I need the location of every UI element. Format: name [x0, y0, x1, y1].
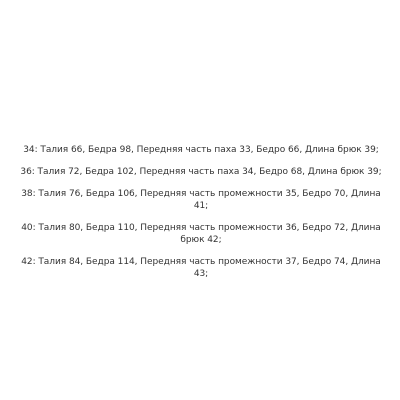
size-36-line: 36: Талия 72, Бедра 102, Передняя часть паха 34, Бедро 68, Длина брюк 39; — [20, 167, 382, 177]
size-chart — [16, 144, 386, 290]
size-34-line: 34: Талия 66, Бедра 98, Передняя часть паха 33, Бедро 66, Длина брюк 39; — [23, 145, 379, 155]
size-38-line: 38: Талия 76, Бедра 106, Передняя часть промежности 35, Бедро 70, Длина 41; — [21, 189, 381, 211]
size-42-line: 42: Талия 84, Бедра 114, Передняя часть промежности 37, Бедро 74, Длина 43; — [21, 257, 381, 279]
size-40-line: 40: Талия 80, Бедра 110, Передняя часть промежности 36, Бедро 72, Длина брюк 42; — [21, 223, 381, 245]
